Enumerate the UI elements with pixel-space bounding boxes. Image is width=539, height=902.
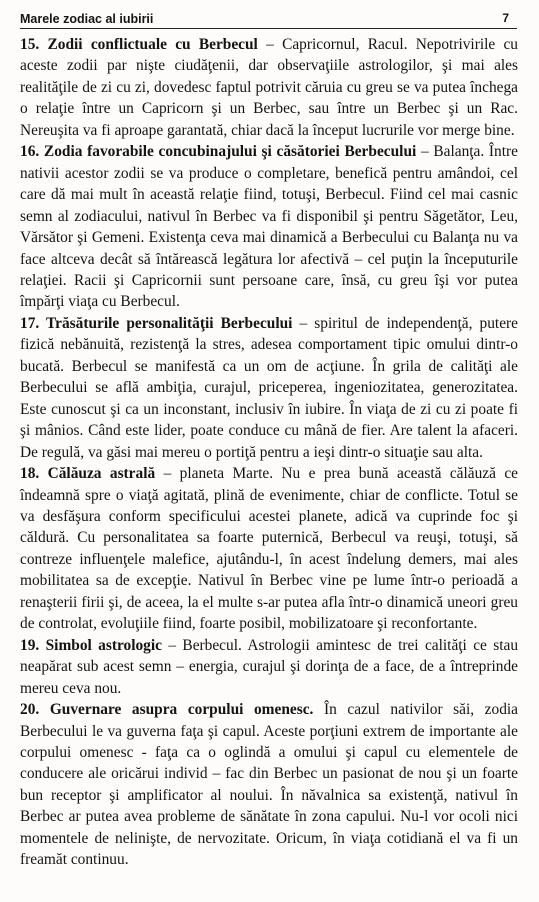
page-number: 7	[502, 11, 509, 25]
section-16-text: – Balanţa. Între nativii acestor zodii se va produce o completare, benefică pentru amândoi, cel care dă mai mult în această relaţie fiind, totuşi, Berbecul. Fiind cel mai casnic semn al zodiacului, nativul în Berbec va fi disponibil şi pentru Săgetător, Leu, Vărsător şi Gemeni. Existenţa ceva mai dinamică a Berbecului cu Balanţa nu va face altceva decât să întărească legătura lor afectivă – cel puţin la începuturile relaţiei. Racii şi Capricornii sunt persoane care, însă, cu greu îşi vor putea împărţi viaţa cu Berbecul.	[20, 143, 518, 311]
section-19-text: – Berbecul. Astrologii amintesc de trei calităţi ce stau neapărat sub acest semn – energia, curajul şi dorinţa de a face, de a întreprinde mereu ceva nou.	[20, 636, 519, 697]
section-19-heading: 19. Simbol astrologic	[20, 636, 162, 654]
section-16-heading: 16. Zodia favorabile concubinajului şi căsătoriei Berbecului	[20, 143, 417, 161]
section-17-paragraph	[20, 313, 518, 463]
section-19-paragraph	[20, 635, 518, 699]
section-17-text: – spiritul de independenţă, putere fizică nebănuită, rezistenţă la stres, adesea comportament tipic omului dintr-o bucată. Berbecul se manifestă ca un om de acţiune. În grila de calităţi ale Berbecului se află ambiţia, curajul, priceperea, ingeniozitatea, generozitatea. Este cunoscut şi ca un inconstant, inclusiv în iubire. În viaţa de zi cu zi poate fi şi mânios. Când este lider, poate conduce cu mână de fier. Are talent la afaceri. De regulă, va găsi mai mereu o portiţă pentru a ieşi dintr-o situaţie sau alta.	[20, 314, 518, 461]
running-header	[20, 6, 517, 29]
section-20-paragraph	[20, 699, 518, 871]
section-15-heading: 15. Zodii conflictuale cu Berbecul	[20, 36, 258, 53]
section-17-heading: 17. Trăsăturile personalităţii Berbecului	[20, 314, 293, 332]
section-15-paragraph	[20, 34, 518, 141]
running-title: Marele zodiac al iubirii	[20, 12, 154, 26]
section-16-paragraph	[20, 141, 518, 313]
section-18-paragraph	[20, 463, 518, 635]
section-20-heading: 20. Guvernare asupra corpului omenesc.	[20, 701, 314, 719]
body-text	[20, 34, 518, 871]
section-18-heading: 18. Călăuza astrală	[20, 465, 156, 483]
section-15-text: – Capricornul, Racul. Nepotrivirile cu aceste zodii par nişte ciudăţenii, dar observaţiile astrologilor, şi mai ales realităţile de zi cu zi, dovedesc faptul potrivit căruia cu greu se va putea închega o relaţie între un Capricorn şi un Berbec, sau între un Berbec şi un Rac. Nereuşita va fi aproape garantată, chiar dacă la început lucrurile vor merge bine.	[20, 36, 518, 139]
section-18-text: – planeta Marte. Nu e prea bună această călăuză ce îndeamnă spre o viaţă agitată, plină de evenimente, chiar de conflicte. Totul se va desfăşura conform specificului acestei planete, adică va cuprinde foc şi căldură. Cu personalitatea sa foarte puternică, Berbecul va reuşi, totuşi, să contreze influenţele malefice, ajutându-l, în acest îndelung demers, mai ales mobilitatea sa de excepţie. Nativul în Berbec vine pe lume într-o perioadă a renaşterii firii şi, de aceea, la el multe s-ar putea afla într-o dinamică uneori greu de controlat, evoluţiile fiind, foarte posibil, mobilizatoare şi reconfortante.	[20, 465, 518, 633]
section-20-text: În cazul nativilor săi, zodia Berbecului le va guverna faţa şi capul. Aceste porţiuni extrem de importante ale corpului omenesc - faţa ca o oglindă a omului şi capul cu elementele de conducere ale oricărui individ – fac din Berbec un pasionat de nou şi un foarte bun receptor şi amplificator al noului. În năvalnica sa existenţă, nativul în Berbec ar putea avea probleme de sănătate în zona capului. Nu-l vor ocoli nici momentele de nelinişte, de nervozitate. Oricum, în viaţa cotidiană el va fi un freamăt continuu.	[20, 701, 518, 869]
